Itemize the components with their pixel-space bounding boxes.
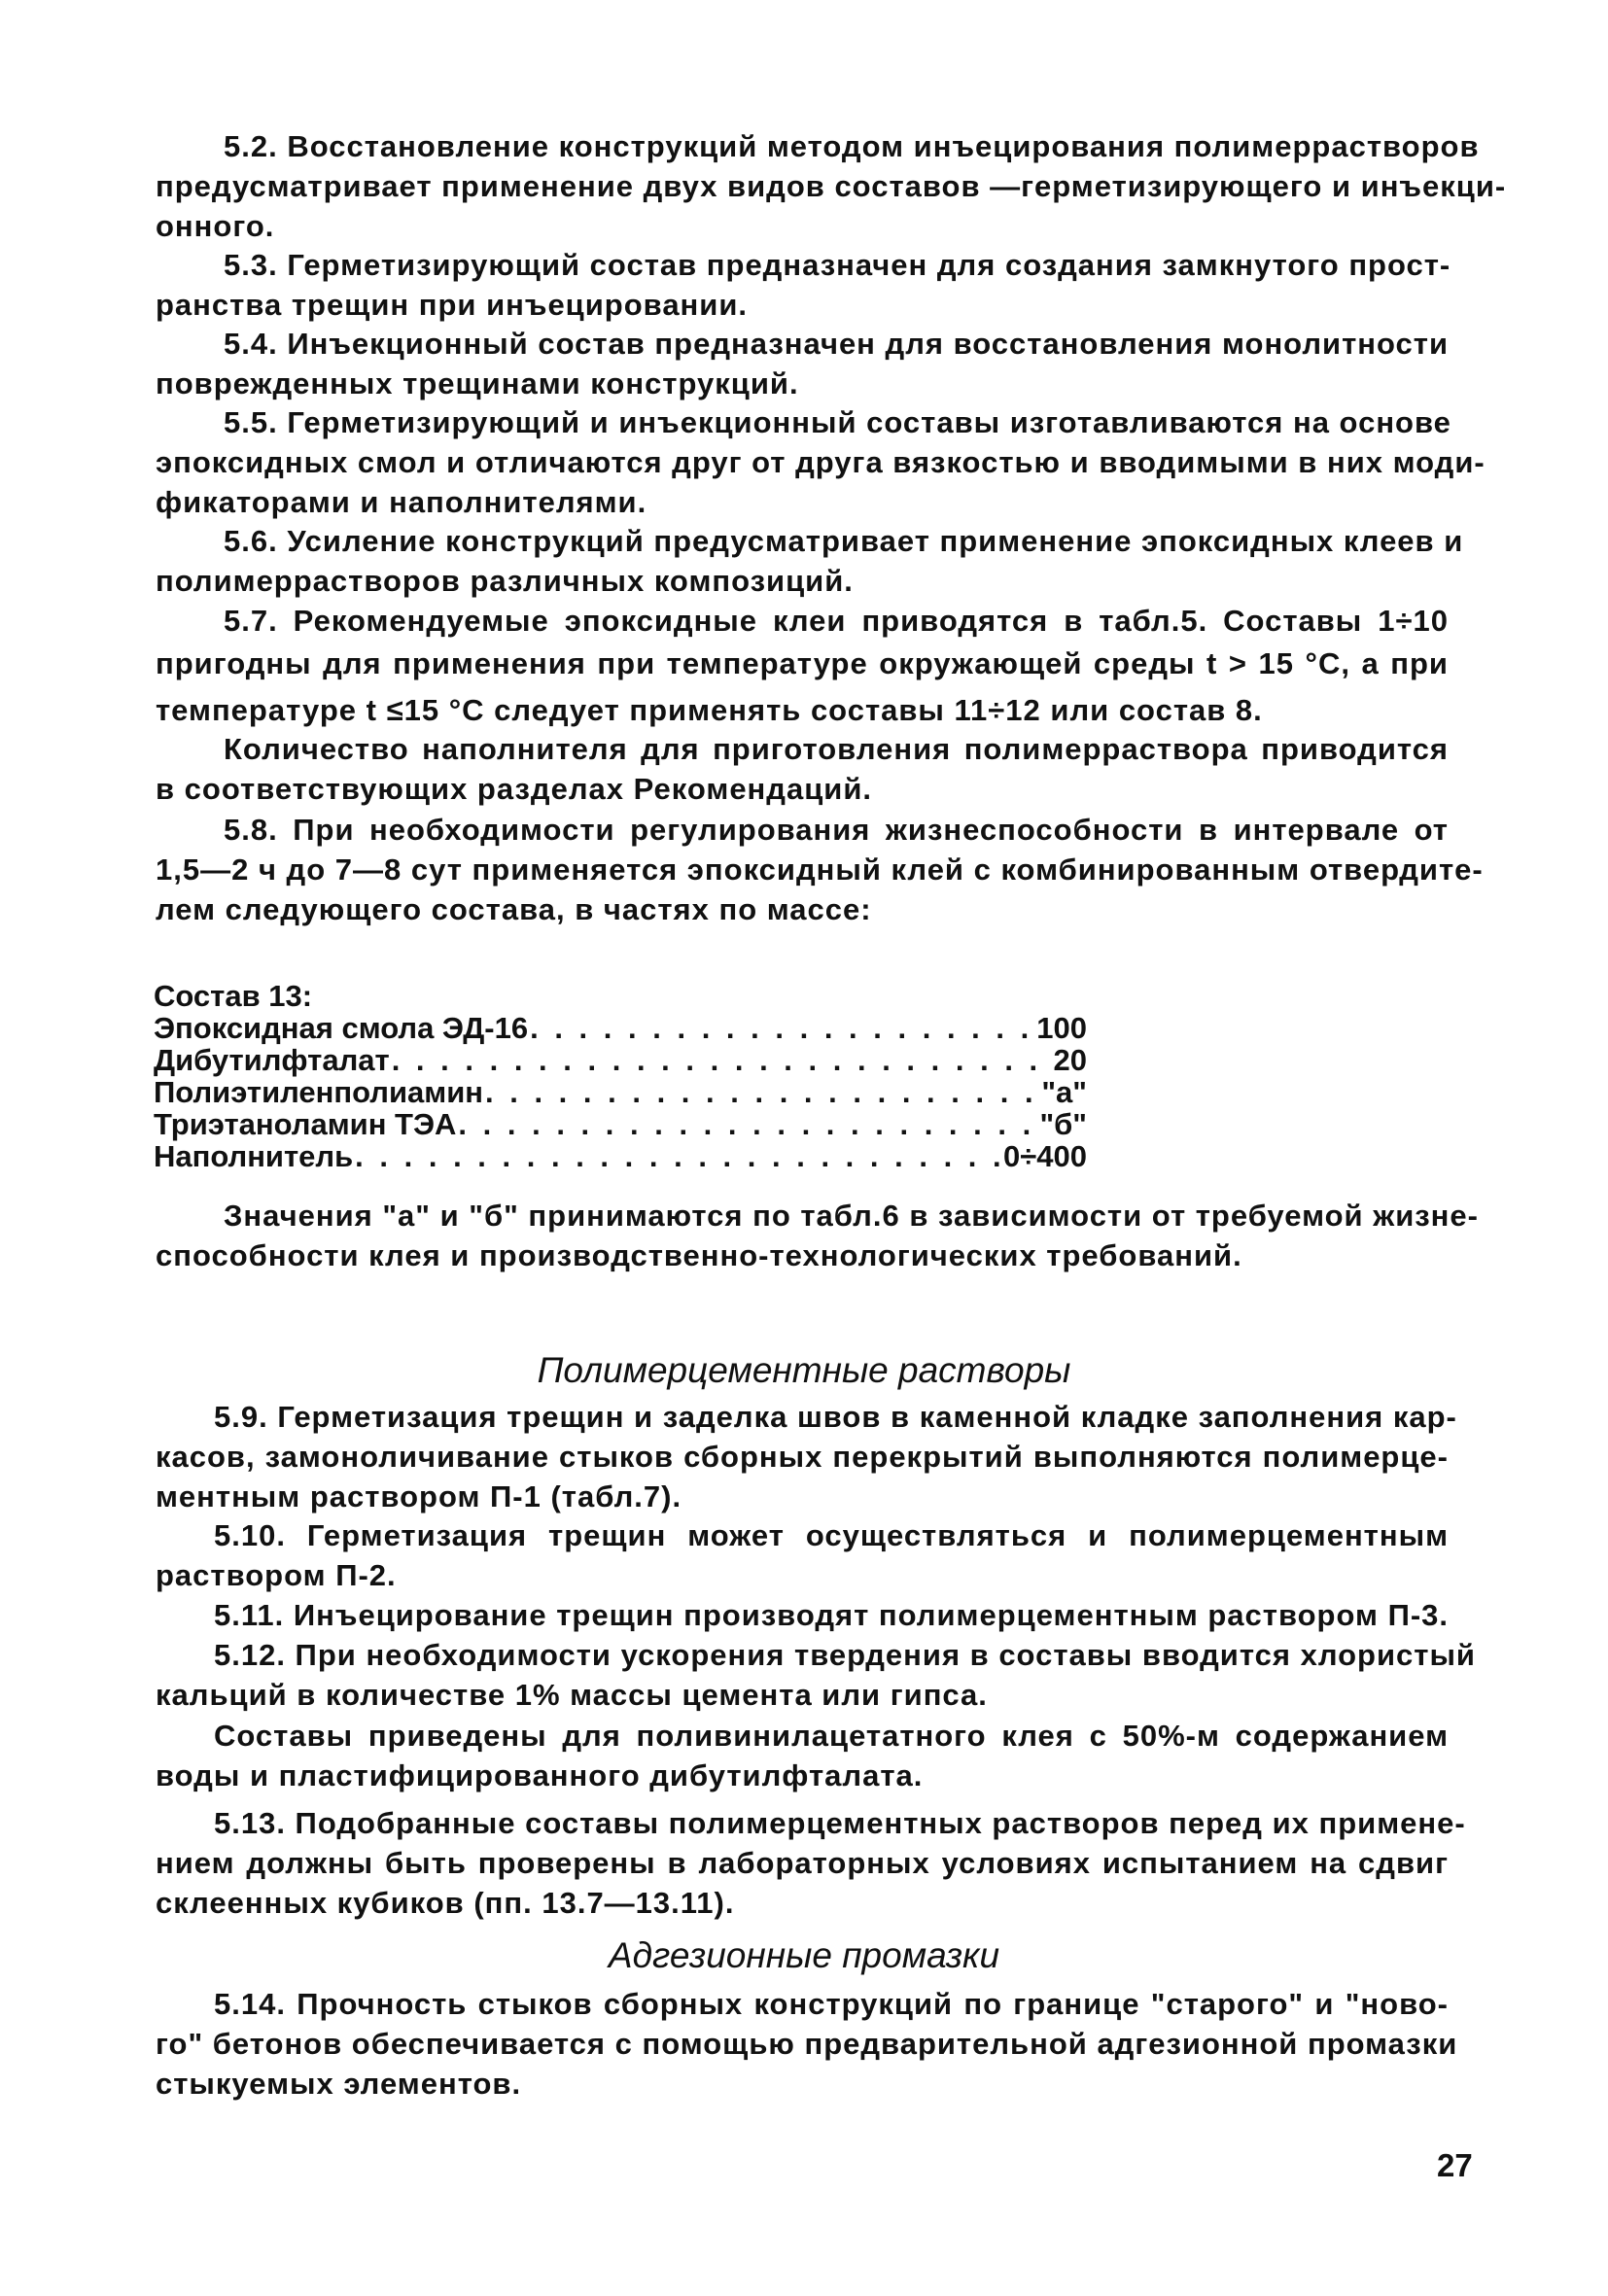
text-line: воды и пластифицированного дибутилфталата. xyxy=(156,1758,924,1792)
paragraph-5-12 xyxy=(156,1635,1476,1715)
text-line: лем следующего состава, в частях по массе: xyxy=(156,892,872,926)
text-line: температуре t ≤15 °С следует применять составы 11÷12 или состав 8. xyxy=(156,693,1263,727)
text-line: ранства трещин при инъецировании. xyxy=(156,288,749,322)
text-line: 5.11. Инъецирование трещин производят полимерцементным раствором П-3. xyxy=(214,1598,1450,1632)
text-line: 5.6. Усиление конструкций предусматривает применение эпоксидных клеев и xyxy=(224,524,1464,558)
dot-leader xyxy=(485,1076,1039,1108)
text-line: ментным раствором П-1 (табл.7). xyxy=(156,1479,682,1513)
text-line: 5.8. При необходимости регулирования жизнеспособности в интервале от xyxy=(224,813,1449,847)
text-line: эпоксидных смол и отличаются друг от друга вязкостью и вводимыми в них моди- xyxy=(156,445,1486,479)
composition-row xyxy=(154,1044,1087,1076)
component-name: Триэтаноламин ТЭА xyxy=(154,1107,457,1141)
composition-row xyxy=(154,1012,1087,1044)
paragraph-5-8 xyxy=(156,810,1484,929)
text-line: 5.7. Рекомендуемые эпоксидные клеи приводятся в табл.5. Составы 1÷10 xyxy=(224,604,1449,638)
dot-leader xyxy=(530,1012,1034,1044)
text-line: 5.9. Герметизация трещин и заделка швов в каменной кладке заполнения кар- xyxy=(214,1400,1457,1434)
section-heading-adhesive: Адгезионные промазки xyxy=(608,1935,1000,1975)
dot-leader xyxy=(355,1140,1001,1172)
text-line: 5.2. Восстановление конструкций методом инъецирования полимеррастворов xyxy=(224,129,1480,163)
page-number: 27 xyxy=(1437,2147,1473,2183)
composition-title-text: Состав 13: xyxy=(154,979,313,1013)
component-name: Дибутилфталат xyxy=(154,1043,390,1077)
paragraph-5-4 xyxy=(156,324,1449,403)
paragraph-5-12-note xyxy=(156,1716,1449,1795)
component-name: Наполнитель xyxy=(154,1139,354,1173)
dot-leader xyxy=(392,1044,1052,1076)
section-heading-polymer-cement: Полимерцементные растворы xyxy=(537,1350,1071,1390)
text-line: Составы приведены для поливинилацетатного клея с 50%-м содержанием xyxy=(214,1719,1449,1753)
text-line: Значения "а" и "б" принимаются по табл.6 в зависимости от требуемой жизне- xyxy=(224,1199,1479,1233)
composition-title xyxy=(154,980,1087,1012)
text-line: предусматривает применение двух видов составов —герметизирующего и инъекци- xyxy=(156,169,1507,203)
text-line: в соответствующих разделах Рекомендаций. xyxy=(156,772,872,806)
paragraph-5-7-filler xyxy=(156,729,1449,809)
composition-13-list xyxy=(154,980,1087,1172)
text-line: нием должны быть проверены в лабораторных условиях испытанием на сдвиг xyxy=(156,1846,1449,1880)
text-line: кальций в количестве 1% массы цемента или гипса. xyxy=(156,1678,988,1712)
component-value: "а" xyxy=(1041,1075,1087,1109)
text-line: 5.4. Инъекционный состав предназначен для восстановления монолитности xyxy=(224,327,1450,361)
text-line: Количество наполнителя для приготовления полимерраствора приводится xyxy=(224,732,1449,766)
text-line: онного. xyxy=(156,209,275,243)
text-line: 1,5—2 ч до 7—8 сут применяется эпоксидный клей с комбинированным отвердите- xyxy=(156,852,1484,887)
composition-row xyxy=(154,1140,1087,1172)
paragraph-5-10 xyxy=(156,1515,1449,1595)
text-line: 5.12. При необходимости ускорения твердения в составы вводится хлористый xyxy=(214,1638,1476,1672)
component-value: 100 xyxy=(1036,1011,1087,1045)
text-line: фикаторами и наполнителями. xyxy=(156,485,647,519)
text-line: раствором П-2. xyxy=(156,1558,397,1592)
dot-leader xyxy=(458,1108,1037,1140)
paragraph-5-2 xyxy=(156,126,1507,246)
component-value: 20 xyxy=(1053,1043,1087,1077)
paragraph-5-14 xyxy=(156,1984,1458,2104)
text-line: поврежденных трещинами конструкций. xyxy=(156,366,799,400)
text-line: 5.13. Подобранные составы полимерцементных растворов перед их примене- xyxy=(214,1806,1466,1840)
paragraph-5-5 xyxy=(156,402,1486,522)
component-name: Полиэтиленполиамин xyxy=(154,1075,483,1109)
text-line: 5.3. Герметизирующий состав предназначен для создания замкнутого прост- xyxy=(224,248,1451,282)
component-value: 0÷400 xyxy=(1003,1139,1087,1173)
composition-row xyxy=(154,1108,1087,1140)
paragraph-5-7 xyxy=(156,601,1449,734)
text-line: касов, замоноличивание стыков сборных перекрытий выполняются полимерце- xyxy=(156,1440,1449,1474)
component-name: Эпоксидная смола ЭД-16 xyxy=(154,1011,529,1045)
text-line: пригодны для применения при температуре окружающей среды t > 15 °С, а при xyxy=(156,646,1449,680)
text-line: го" бетонов обеспечивается с помощью предварительной адгезионной промазки xyxy=(156,2027,1458,2061)
text-line: способности клея и производственно-технологических требований. xyxy=(156,1238,1242,1272)
paragraph-5-9 xyxy=(156,1397,1457,1516)
text-line: склеенных кубиков (пп. 13.7—13.11). xyxy=(156,1886,735,1920)
text-line: 5.10. Герметизация трещин может осуществляться и полимерцементным xyxy=(214,1518,1449,1552)
text-line: 5.5. Герметизирующий и инъекционный составы изготавливаются на основе xyxy=(224,405,1451,439)
text-line: 5.14. Прочность стыков сборных конструкций по границе "старого" и "ново- xyxy=(214,1987,1449,2021)
component-value: "б" xyxy=(1039,1107,1087,1141)
text-line: полимеррастворов различных композиций. xyxy=(156,564,854,598)
text-line: стыкуемых элементов. xyxy=(156,2067,522,2101)
paragraph-5-3 xyxy=(156,245,1449,325)
paragraph-5-8-note xyxy=(156,1196,1479,1275)
paragraph-5-13 xyxy=(156,1803,1466,1923)
composition-row xyxy=(154,1076,1087,1108)
paragraph-5-11 xyxy=(156,1595,1449,1635)
paragraph-5-6 xyxy=(156,521,1464,601)
